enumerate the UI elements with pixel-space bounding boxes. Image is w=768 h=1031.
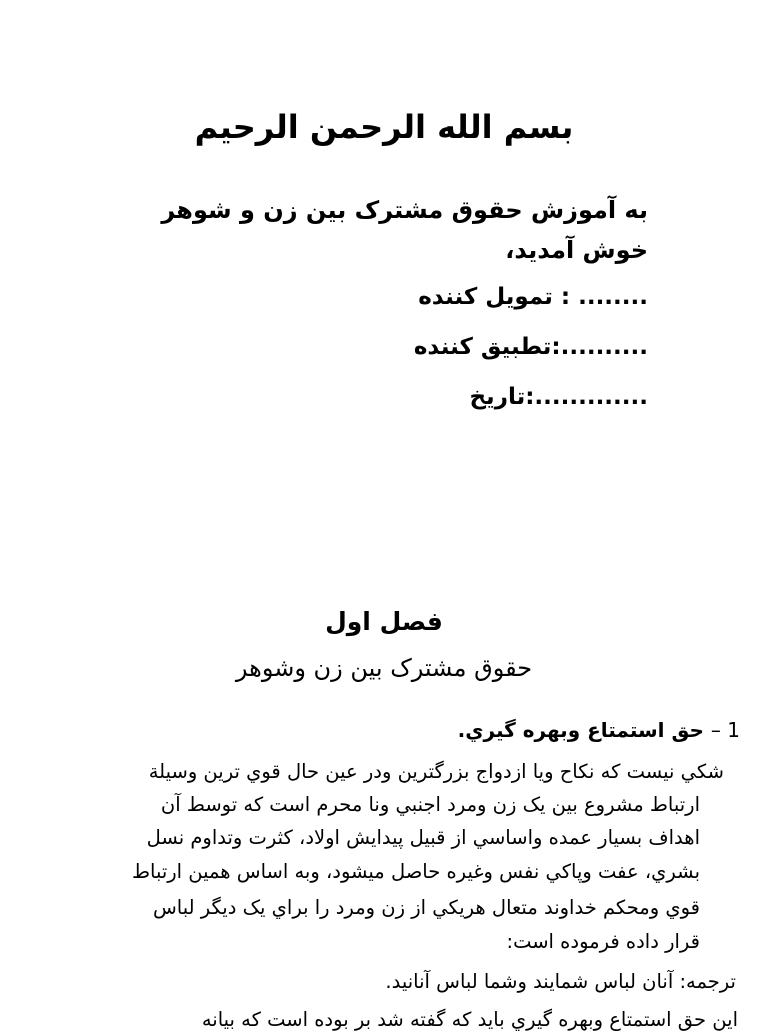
welcome-line-2: خوش آمديد،: [505, 236, 648, 264]
paragraph-line: قوي ومحكم خداوند متعال هريكي از زن ومرد را براي يک ديگر لباس: [152, 896, 700, 919]
paragraph-line: اهداف بسيار عمده واساسي از قبيل پيدايش اولاد، كثرت وتداوم نسل: [146, 826, 700, 849]
cut-off-line: اين حق استمتاع وبهره گيري بايد كه گفته شد بر بوده است كه بيانه: [201, 1008, 738, 1031]
basmala-heading: بسم الله الرحمن الرحيم: [194, 108, 574, 146]
welcome-line-1: به آموزش حقوق مشترک بين زن و شوهر: [161, 196, 648, 224]
funder-line: [418, 284, 648, 310]
paragraph-line: بشري، عفت وپاكي نفس وغيره حاصل ميشود، وبه اساس همين ارتباط: [131, 860, 700, 883]
paragraph-line: ارتباط مشروع بين يک زن ومرد اجنبي ونا محرم است كه توسط آن: [160, 793, 700, 816]
date-line: [469, 384, 648, 410]
date-text: .............:تاريخ: [469, 384, 648, 410]
implementer-line: [414, 334, 648, 360]
chapter-title: فصل اول: [325, 607, 443, 636]
section-number: 1 –: [710, 718, 740, 742]
translation-line: ترجمه: آنان لباس شمايند وشما لباس آنانيد.: [385, 970, 736, 993]
section-heading: 1 – حق استمتاع وبهره گيري.: [457, 718, 740, 742]
paragraph-line: شكي نيست كه نكاح ويا ازدواج بزرگترين ودر عين حال قوي ترين وسيلة: [148, 760, 724, 783]
implementer-text: ..........:تطبيق كننده: [413, 334, 648, 360]
paragraph-line: قرار داده فرموده است:: [506, 930, 700, 953]
chapter-subtitle: حقوق مشترک بين زن وشوهر: [235, 654, 533, 682]
funder-text: ........ : تمويل كننده: [418, 284, 648, 310]
section-title: حق استمتاع وبهره گيري: [465, 718, 704, 742]
